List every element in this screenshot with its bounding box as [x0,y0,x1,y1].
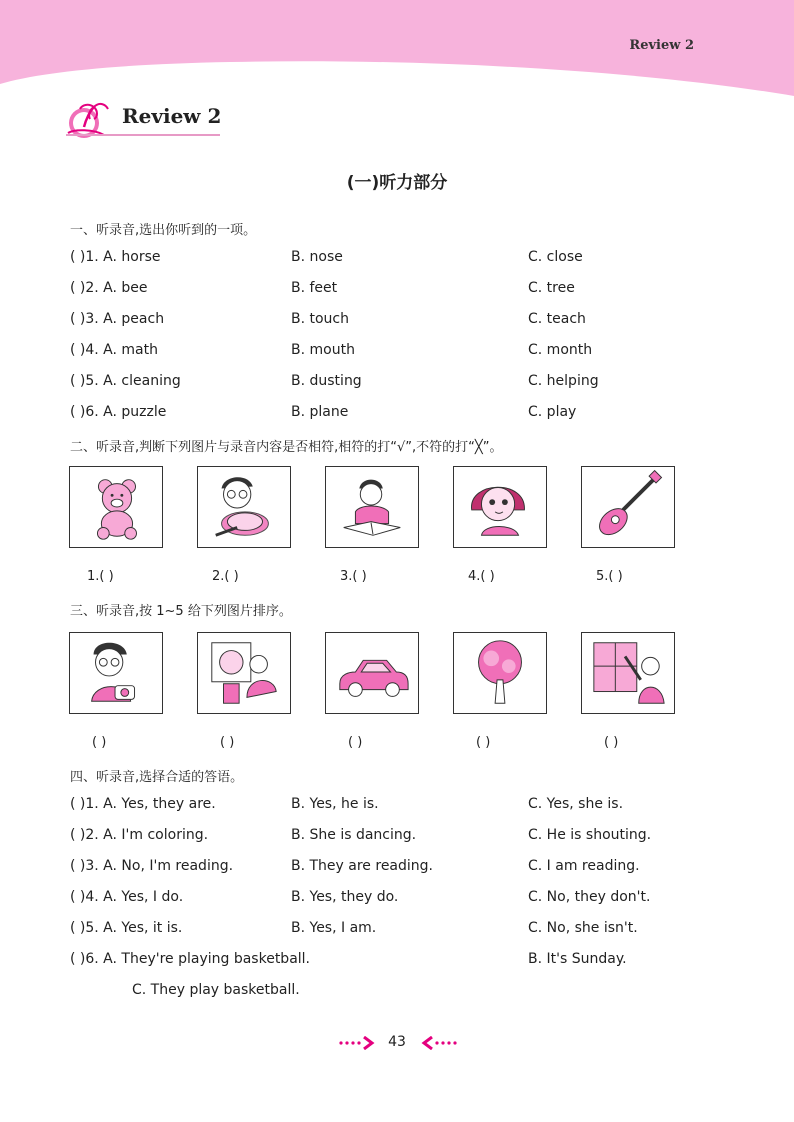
part2-label-1: 1.( ) [87,569,114,584]
part4-row3-b: B. They are reading. [291,858,433,874]
part2-label-3: 3.( ) [340,569,367,584]
part4-heading: 四、听录音,选择合适的答语。 [70,770,244,785]
girl-cleaning-window-icon [581,632,675,714]
part4-row1-c: C. Yes, she is. [528,796,624,812]
part4-row3-c: C. I am reading. [528,858,640,874]
part3-label-5: ( ) [604,735,619,750]
part2-label-2: 2.( ) [212,569,239,584]
part1-row1-c: C. close [528,249,583,265]
teddy-bear-icon [69,466,163,548]
page-number: 43 [388,1034,406,1050]
girl-thinking-icon [453,466,547,548]
title-underline [66,134,220,136]
part1-row3-c: C. teach [528,311,586,327]
part4-row4-b: B. Yes, they do. [291,889,399,905]
part1-row4-c: C. month [528,342,593,358]
part2-heading: 二、听录音,判断下列图片与录音内容是否相符,相符的打“√”,不符的打“╳”。 [70,440,503,455]
part2-label-4: 4.( ) [468,569,495,584]
part1-row3-a: ( )3. A. peach [70,311,165,327]
part4-row1-a: ( )1. A. Yes, they are. [70,796,216,812]
section-title: (一)听力部分 [346,173,448,193]
part1-row5-a: ( )5. A. cleaning [70,373,181,389]
boy-magnifier-icon [197,466,291,548]
part1-heading: 一、听录音,选出你听到的一项。 [70,223,257,238]
part1-row3-b: B. touch [291,311,350,327]
part4-row2-c: C. He is shouting. [528,827,652,843]
boy-camera-icon [69,632,163,714]
part3-label-4: ( ) [476,735,491,750]
part1-row2-a: ( )2. A. bee [70,280,148,296]
part4-row3-a: ( )3. A. No, I'm reading. [70,858,234,874]
girl-washing-icon [197,632,291,714]
part1-row4-b: B. mouth [291,342,355,358]
part3-heading: 三、听录音,按 1~5 给下列图片排序。 [70,604,292,619]
part1-row6-b: B. plane [291,404,349,420]
part3-label-2: ( ) [220,735,235,750]
part1-row1-a: ( )1. A. horse [70,249,161,265]
part1-row5-b: B. dusting [291,373,362,389]
part4-row2-b: B. She is dancing. [291,827,417,843]
part3-label-3: ( ) [348,735,363,750]
part1-row2-b: B. feet [291,280,338,296]
part1-row5-c: C. helping [528,373,599,389]
page-title: Review 2 [122,104,222,128]
part4-row6-c: C. They play basketball. [132,982,300,998]
part4-row4-c: C. No, they don't. [528,889,651,905]
boy-reading-icon [325,466,419,548]
part1-row2-c: C. tree [528,280,575,296]
header-banner [0,0,794,110]
part4-row6-b: B. It's Sunday. [528,951,627,967]
part1-row6-a: ( )6. A. puzzle [70,404,167,420]
running-header: Review 2 [629,38,694,53]
part4-row5-c: C. No, she isn't. [528,920,638,936]
left-arrow-icon [420,1036,458,1050]
part4-row2-a: ( )2. A. I'm coloring. [70,827,209,843]
part1-row6-c: C. play [528,404,577,420]
guitar-icon [581,466,675,548]
part4-row1-b: B. Yes, he is. [291,796,379,812]
part4-row4-a: ( )4. A. Yes, I do. [70,889,184,905]
part3-label-1: ( ) [92,735,107,750]
part1-row4-a: ( )4. A. math [70,342,158,358]
part4-row6-a: ( )6. A. They're playing basketball. [70,951,311,967]
tree-icon [453,632,547,714]
part2-label-5: 5.( ) [596,569,623,584]
part4-row5-b: B. Yes, I am. [291,920,377,936]
part1-row1-b: B. nose [291,249,343,265]
part4-row5-a: ( )5. A. Yes, it is. [70,920,183,936]
car-icon [325,632,419,714]
